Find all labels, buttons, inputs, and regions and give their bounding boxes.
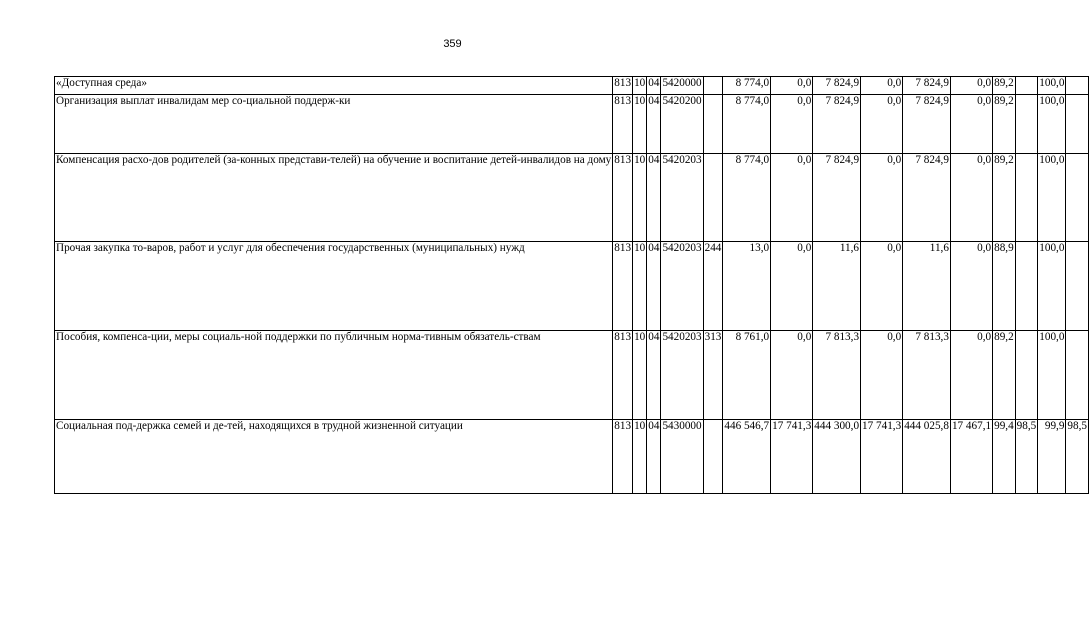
percent-col-3: 100,0: [1038, 95, 1066, 154]
percent-col-1: 99,4: [993, 420, 1016, 494]
ministry-code: 813: [613, 420, 633, 494]
section-code: 10: [633, 95, 647, 154]
percent-col-3: 100,0: [1038, 242, 1066, 331]
target-article-code: 5420200: [661, 95, 703, 154]
section-code: 10: [633, 154, 647, 242]
expense-type-code: [703, 154, 723, 242]
row-name: Пособия, компенса-ции, меры социаль-ной поддержки по публичным норма-тивным обязатель-ствам: [55, 331, 613, 420]
percent-col-3: 100,0: [1038, 77, 1066, 95]
row-name: «Доступная среда»: [55, 77, 613, 95]
value-col-4: 0,0: [861, 154, 903, 242]
expense-type-code: 313: [703, 331, 723, 420]
value-col-1: 8 774,0: [723, 95, 771, 154]
target-article-code: 5420203: [661, 331, 703, 420]
percent-col-3: 100,0: [1038, 331, 1066, 420]
percent-col-3: 100,0: [1038, 154, 1066, 242]
value-col-2: 17 741,3: [771, 420, 813, 494]
section-code: 10: [633, 77, 647, 95]
table-row: [55, 77, 1089, 95]
value-col-4: 0,0: [861, 95, 903, 154]
row-name: Социальная под-держка семей и де-тей, находящихся в трудной жизненной ситуации: [55, 420, 613, 494]
value-col-3: 7 813,3: [813, 331, 861, 420]
percent-col-4: [1066, 77, 1089, 95]
value-col-3: 7 824,9: [813, 77, 861, 95]
value-col-3: 444 300,0: [813, 420, 861, 494]
value-col-5: 7 813,3: [903, 331, 951, 420]
value-col-2: 0,0: [771, 77, 813, 95]
percent-col-1: 89,2: [993, 77, 1016, 95]
row-name: Организация выплат инвалидам мер со-циальной поддерж-ки: [55, 95, 613, 154]
value-col-1: 8 761,0: [723, 331, 771, 420]
section-code: 10: [633, 331, 647, 420]
value-col-6: 0,0: [950, 77, 992, 95]
value-col-6: 0,0: [950, 95, 992, 154]
percent-col-3: 99,9: [1038, 420, 1066, 494]
table-row: [55, 242, 1089, 331]
percent-col-2: [1015, 154, 1038, 242]
ministry-code: 813: [613, 242, 633, 331]
value-col-5: 444 025,8: [903, 420, 951, 494]
value-col-5: 7 824,9: [903, 77, 951, 95]
value-col-4: 17 741,3: [861, 420, 903, 494]
percent-col-4: [1066, 95, 1089, 154]
ministry-code: 813: [613, 154, 633, 242]
expense-type-code: [703, 95, 723, 154]
value-col-4: 0,0: [861, 331, 903, 420]
section-code: 10: [633, 242, 647, 331]
row-name: Компенсация расхо-дов родителей (за-конных представи-телей) на обучение и воспитание детей-инвалидов на дому: [55, 154, 613, 242]
table-row: [55, 95, 1089, 154]
expense-type-code: 244: [703, 242, 723, 331]
percent-col-2: [1015, 77, 1038, 95]
subsection-code: 04: [647, 77, 661, 95]
expense-type-code: [703, 420, 723, 494]
table-row: [55, 331, 1089, 420]
percent-col-2: [1015, 242, 1038, 331]
page-number: 359: [443, 38, 462, 50]
percent-col-4: [1066, 154, 1089, 242]
percent-col-2: [1015, 95, 1038, 154]
value-col-5: 7 824,9: [903, 154, 951, 242]
section-code: 10: [633, 420, 647, 494]
value-col-3: 7 824,9: [813, 154, 861, 242]
value-col-1: 13,0: [723, 242, 771, 331]
percent-col-1: 89,2: [993, 154, 1016, 242]
value-col-6: 0,0: [950, 154, 992, 242]
target-article-code: 5420203: [661, 154, 703, 242]
value-col-4: 0,0: [861, 77, 903, 95]
subsection-code: 04: [647, 242, 661, 331]
value-col-5: 11,6: [903, 242, 951, 331]
value-col-3: 7 824,9: [813, 95, 861, 154]
percent-col-4: [1066, 242, 1089, 331]
target-article-code: 5430000: [661, 420, 703, 494]
subsection-code: 04: [647, 420, 661, 494]
target-article-code: 5420203: [661, 242, 703, 331]
value-col-2: 0,0: [771, 242, 813, 331]
percent-col-4: [1066, 331, 1089, 420]
value-col-6: 0,0: [950, 242, 992, 331]
target-article-code: 5420000: [661, 77, 703, 95]
percent-col-2: [1015, 331, 1038, 420]
expense-type-code: [703, 77, 723, 95]
subsection-code: 04: [647, 95, 661, 154]
percent-col-4: 98,5: [1066, 420, 1089, 494]
value-col-6: 0,0: [950, 331, 992, 420]
value-col-3: 11,6: [813, 242, 861, 331]
value-col-6: 17 467,1: [950, 420, 992, 494]
ministry-code: 813: [613, 331, 633, 420]
row-name: Прочая закупка то-варов, работ и услуг для обеспечения государственных (муниципальных) нужд: [55, 242, 613, 331]
value-col-2: 0,0: [771, 95, 813, 154]
subsection-code: 04: [647, 154, 661, 242]
budget-table: [54, 76, 1089, 494]
percent-col-1: 89,2: [993, 95, 1016, 154]
value-col-5: 7 824,9: [903, 95, 951, 154]
table-row: [55, 420, 1089, 494]
ministry-code: 813: [613, 77, 633, 95]
percent-col-1: 89,2: [993, 331, 1016, 420]
subsection-code: 04: [647, 331, 661, 420]
percent-col-1: 88,9: [993, 242, 1016, 331]
value-col-2: 0,0: [771, 331, 813, 420]
percent-col-2: 98,5: [1015, 420, 1038, 494]
value-col-2: 0,0: [771, 154, 813, 242]
value-col-1: 8 774,0: [723, 154, 771, 242]
table-row: [55, 154, 1089, 242]
ministry-code: 813: [613, 95, 633, 154]
value-col-4: 0,0: [861, 242, 903, 331]
value-col-1: 8 774,0: [723, 77, 771, 95]
value-col-1: 446 546,7: [723, 420, 771, 494]
